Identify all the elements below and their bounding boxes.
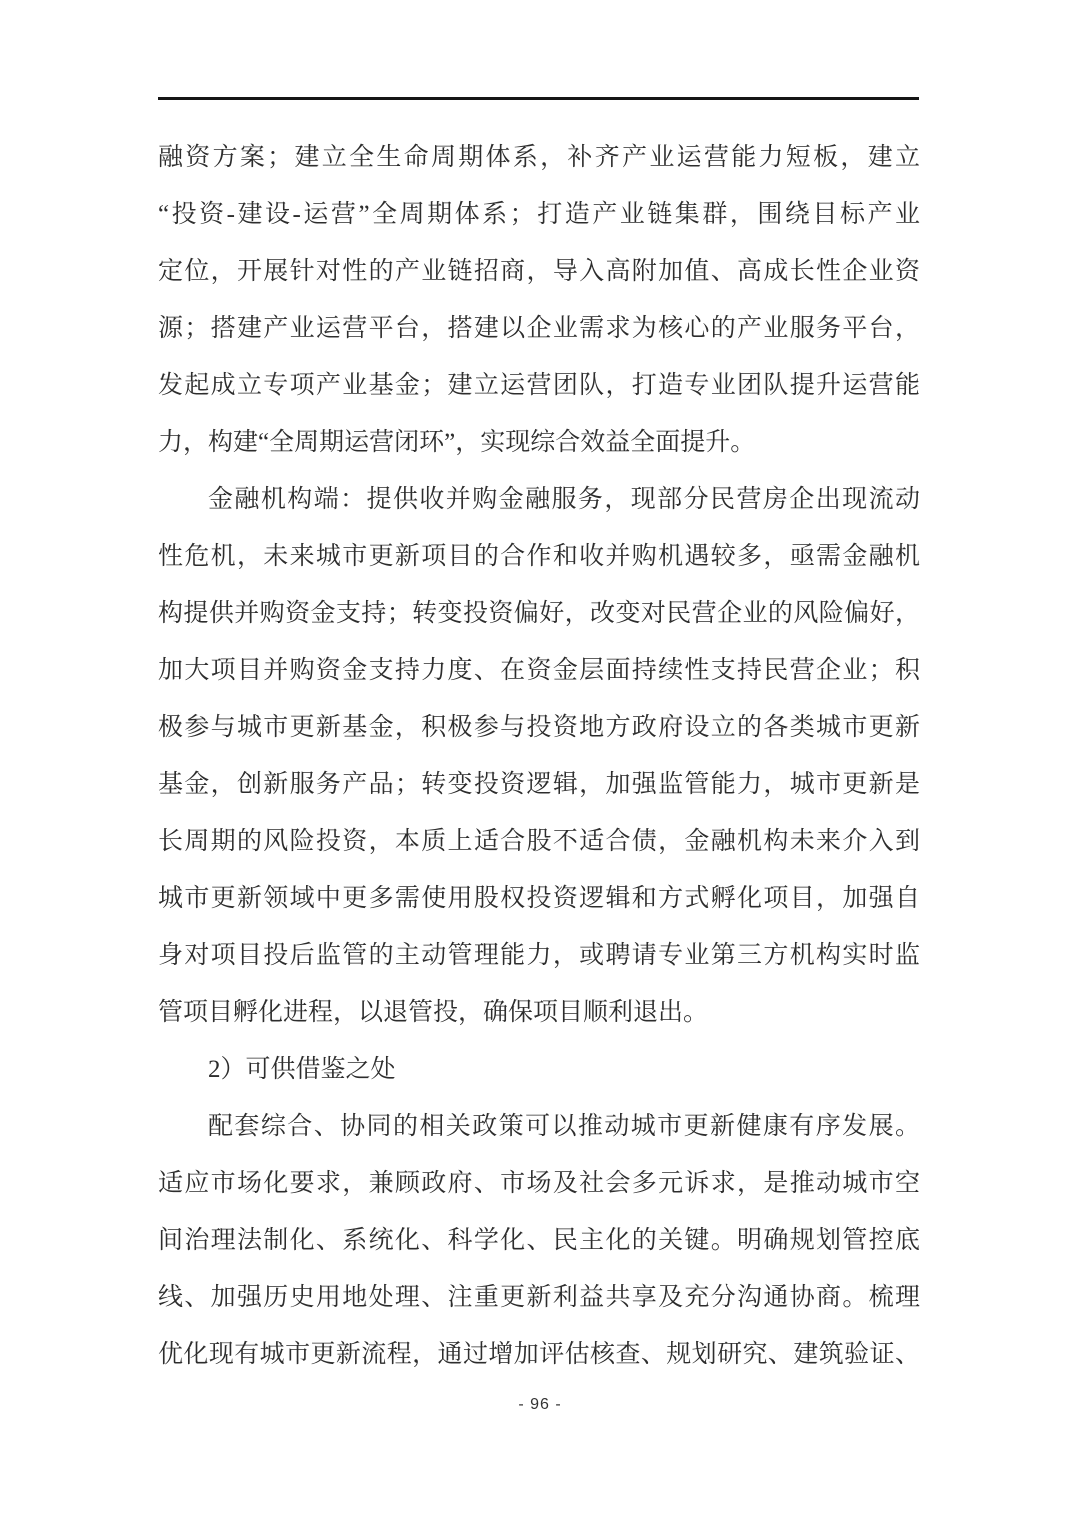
text-line: “投资-建设-运营”全周期体系；打造产业链集群，围绕目标产业 bbox=[158, 201, 920, 228]
text-line: 线、加强历史用地处理、注重更新利益共享及充分沟通协商。梳理 bbox=[158, 1284, 920, 1311]
text-line: 发起成立专项产业基金；建立运营团队，打造专业团队提升运营能 bbox=[158, 372, 920, 399]
header-rule bbox=[158, 97, 919, 100]
text-line: 基金，创新服务产品；转变投资逻辑，加强监管能力，城市更新是 bbox=[158, 771, 920, 798]
text-line: 构提供并购资金支持；转变投资偏好，改变对民营企业的风险偏好， bbox=[158, 600, 920, 627]
text-line: 极参与城市更新基金，积极参与投资地方政府设立的各类城市更新 bbox=[158, 714, 920, 741]
text-body bbox=[158, 129, 920, 1383]
text-line: 性危机，未来城市更新项目的合作和收并购机遇较多，亟需金融机 bbox=[158, 543, 920, 570]
text-line: 力，构建“全周期运营闭环”，实现综合效益全面提升。 bbox=[158, 429, 756, 456]
text-line: 城市更新领域中更多需使用股权投资逻辑和方式孵化项目，加强自 bbox=[158, 885, 920, 912]
text-line: 2）可供借鉴之处 bbox=[208, 1056, 396, 1083]
text-line: 间治理法制化、系统化、科学化、民主化的关键。明确规划管控底 bbox=[158, 1227, 920, 1254]
text-line: 适应市场化要求，兼顾政府、市场及社会多元诉求，是推动城市空 bbox=[158, 1170, 920, 1197]
text-line: 管项目孵化进程，以退管投，确保项目顺利退出。 bbox=[158, 999, 709, 1026]
page-number: - 96 - bbox=[518, 1396, 562, 1413]
text-line: 配套综合、协同的相关政策可以推动城市更新健康有序发展。 bbox=[208, 1113, 920, 1140]
text-line: 金融机构端：提供收并购金融服务，现部分民营房企出现流动 bbox=[208, 486, 920, 513]
text-line: 加大项目并购资金支持力度、在资金层面持续性支持民营企业；积 bbox=[158, 657, 920, 684]
text-line: 身对项目投后监管的主动管理能力，或聘请专业第三方机构实时监 bbox=[158, 942, 920, 969]
text-line: 优化现有城市更新流程，通过增加评估核查、规划研究、建筑验证、 bbox=[158, 1341, 920, 1368]
text-line: 源；搭建产业运营平台，搭建以企业需求为核心的产业服务平台， bbox=[158, 315, 920, 342]
text-line: 定位，开展针对性的产业链招商，导入高附加值、高成长性企业资 bbox=[158, 258, 920, 285]
text-line: 融资方案；建立全生命周期体系，补齐产业运营能力短板，建立 bbox=[158, 144, 920, 171]
text-line: 长周期的风险投资，本质上适合股不适合债，金融机构未来介入到 bbox=[158, 828, 920, 855]
